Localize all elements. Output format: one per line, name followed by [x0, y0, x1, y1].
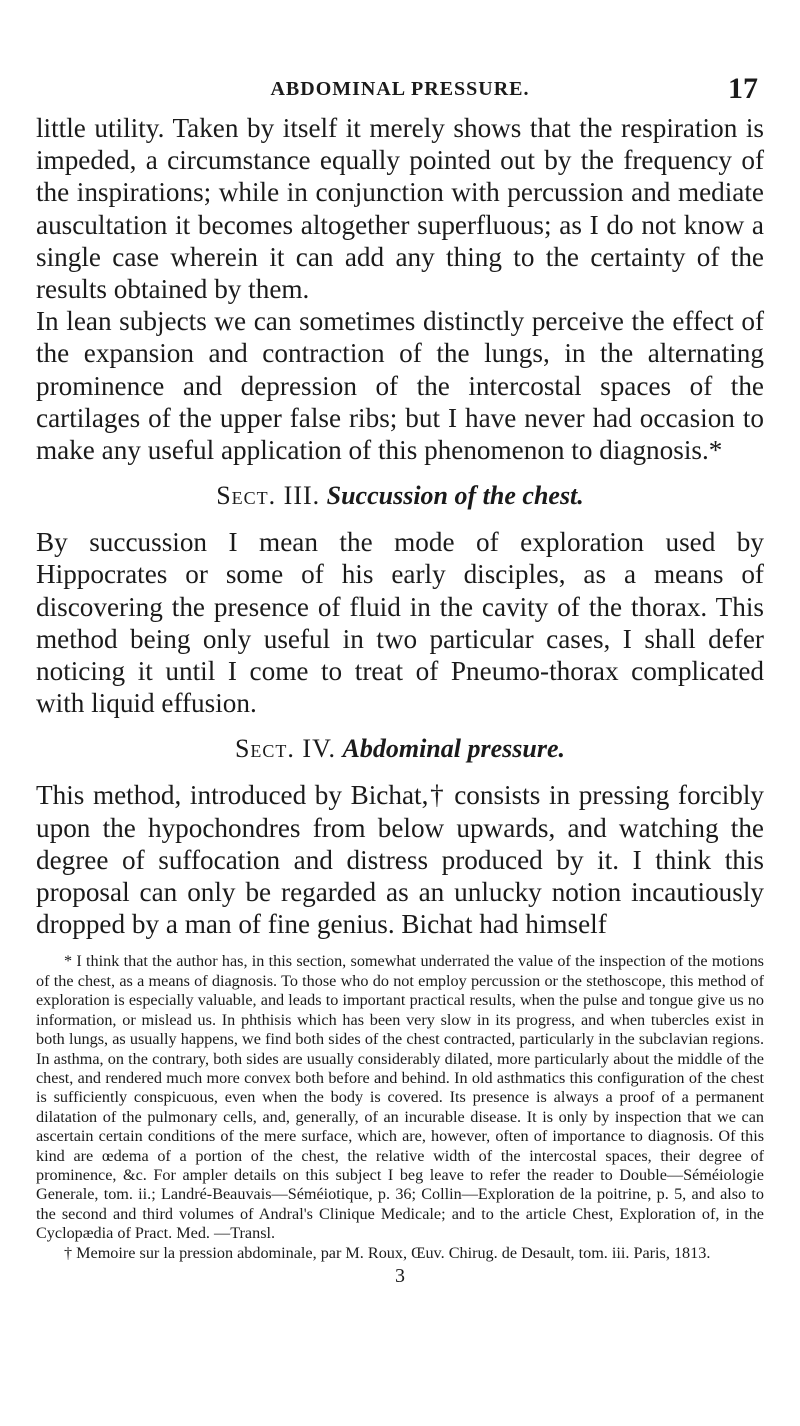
footnote-2: † Memoire sur la pression abdominale, par M. Roux, Œuv. Chirug. de Desault, tom. iii. Paris, 1813. [64, 1243, 711, 1262]
section-4-title: Abdominal pressure. [342, 734, 566, 764]
section-3-number: Sect. III. [216, 481, 321, 511]
paragraph-2: In lean subjects we can sometimes distinctly perceive the effect of the expansion and contraction of the lungs, in the alternating prominence and depression of the intercostal spaces of the cartilages of the upper false ribs; but I have never had occasion to make any useful application of this phenomenon to diagnosis.* [36, 306, 764, 466]
page-number: 17 [728, 72, 758, 105]
footnotes [36, 952, 764, 1263]
paragraph-3: By succussion I mean the mode of exploration used by Hippocrates or some of his early disciples, as a means of discovering the presence of fluid in the cavity of the thorax. This method being only useful in two particular cases, I shall defer noticing it until I come to treat of Pneumo-thorax complicated with liquid effusion. [36, 527, 764, 719]
page-body [36, 112, 764, 1288]
section-4-number: Sect. IV. [234, 734, 337, 764]
footnote-1: * I think that the author has, in this section, somewhat underrated the value of the inspection of the motions of the chest, as a means of diagnosis. To those who do not employ percussion or the stethoscope, this method of exploration is especially valuable, and leads to important practical results, when the pulse and tongue give us no information, or mislead us. In phthisis which has been very slow in its progress, and when tubercles exist in both lungs, as usually happens, we find both sides of the chest contracted, particularly in the subclavian regions. In asthma, on the contrary, both sides are usually considerably dilated, more particularly about the middle of the chest, and rendered much more convex both before and behind. In old asthmatics this configuration of the chest is sufficiently conspicuous, even when the body is covered. Its presence is always a proof of a permanent dilatation of the pulmonary cells, and, generally, of an incurable disease. It is only by inspection that we can ascertain certain conditions of the mere surface, which are, however, often of importance to diagnosis. Of this kind are œdema of a portion of the chest, the relative width of the intercostal spaces, their degree of prominence, &c. For ampler details on this subject I beg leave to refer the reader to Double—Séméiologie Generale, tom. ii.; Landré-Beauvais—Séméiotique, p. 36; Collin—Exploration de la poitrine, p. 5, and also to the second and third volumes of Andral's Clinique Medicale; and to the article Chest, Exploration of, in the Cyclopædia of Pract. Med. —Transl. [36, 952, 764, 1243]
paragraph-1: little utility. Taken by itself it merely shows that the respiration is impeded, a circumstance equally pointed out by the frequency of the inspirations; while in conjunction with percussion and mediate auscultation it becomes altogether superfluous; as I do not know a single case wherein it can add any thing to the certainty of the results obtained by them. [36, 113, 764, 305]
section-4-heading [36, 733, 764, 765]
signature-mark: 3 [395, 1264, 405, 1287]
section-3-heading [36, 480, 764, 512]
paragraph-4: This method, introduced by Bichat,† consists in pressing forcibly upon the hypochondres from below upwards, and watching the degree of suffocation and distress produced by it. I think this proposal can only be regarded as an unlucky notion incautiously dropped by a man of fine genius. Bichat had himself [36, 780, 764, 940]
running-title: ABDOMINAL PRESSURE. [270, 78, 530, 100]
running-head [36, 72, 764, 108]
section-3-title: Succussion of the chest. [326, 481, 584, 511]
